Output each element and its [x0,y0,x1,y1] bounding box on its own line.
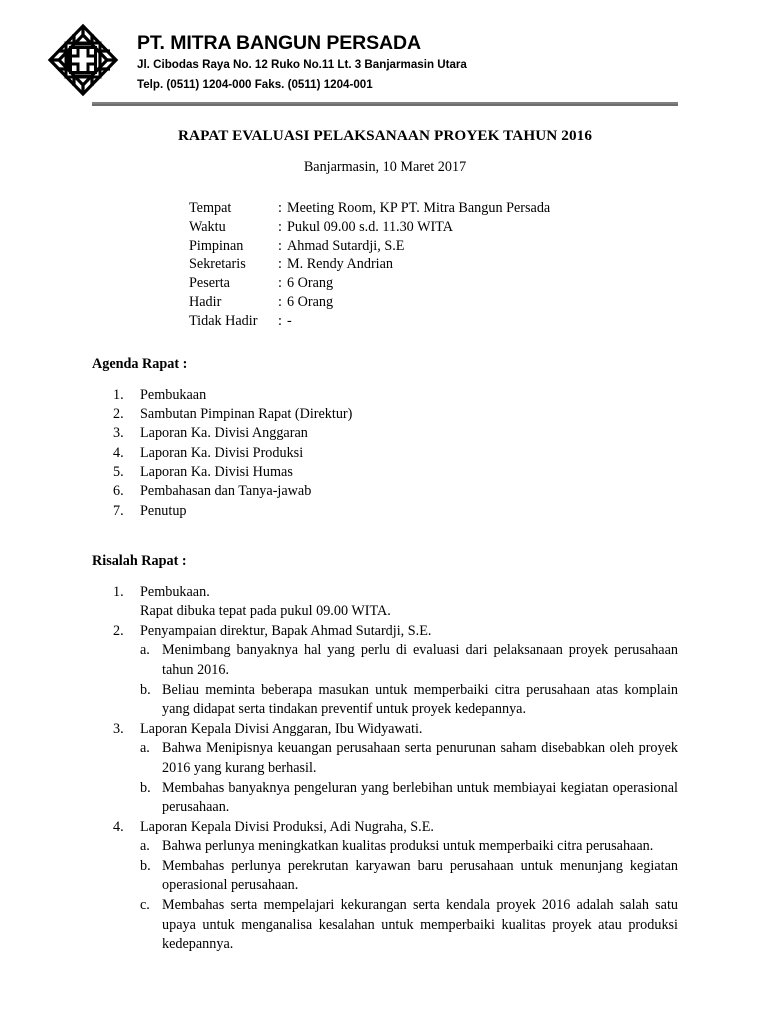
agenda-heading: Agenda Rapat : [92,355,188,372]
meeting-detail-separator: : [278,256,282,273]
agenda-item [92,502,678,521]
risalah-item [92,583,678,622]
company-name: PT. MITRA BANGUN PERSADA [137,32,421,54]
risalah-subitem [140,857,678,896]
agenda-item [92,463,678,482]
meeting-detail-row [189,255,550,274]
risalah-item-label: Pembukaan. [140,583,210,600]
risalah-item-marker: 4. [113,818,124,835]
risalah-item [92,622,678,720]
agenda-item-label: Laporan Ka. Divisi Anggaran [140,425,308,442]
risalah-subitem-label: Bahwa Menipisnya keuangan perusahaan serta penurunan saham disebabkan oleh proyek 2016 yang kurang berhasil. [162,740,678,776]
company-identity [137,32,677,94]
risalah-subitem-marker: a. [140,642,150,659]
meeting-detail-label: Peserta [189,275,230,292]
risalah-subitem-label: Menimbang banyaknya hal yang perlu di evaluasi dari pelaksanaan proyek perusahaan tahun 2016. [162,642,678,678]
meeting-detail-label: Hadir [189,294,222,311]
meeting-detail-value: Ahmad Sutardji, S.E [287,237,405,254]
meeting-detail-row [189,312,550,331]
risalah-item-marker: 3. [113,720,124,737]
risalah-item-marker: 1. [113,583,124,600]
letterhead-divider [92,102,678,106]
meeting-detail-label: Sekretaris [189,256,246,273]
agenda-list [92,386,678,521]
agenda-item [92,424,678,443]
risalah-subitem-label: Beliau meminta beberapa masukan untuk memperbaiki citra perusahaan atas komplain yang didapat serta tindakan preventif untuk proyek kedepannya. [162,681,678,718]
company-address: Jl. Cibodas Raya No. 12 Ruko No.11 Lt. 3 Banjarmasin Utara [137,58,467,72]
document-title: RAPAT EVALUASI PELAKSANAAN PROYEK TAHUN 2016 [177,127,593,144]
meeting-detail-value: Pukul 09.00 s.d. 11.30 WITA [287,218,453,235]
risalah-subitem-marker: b. [140,857,151,874]
agenda-item-marker: 3. [113,425,124,442]
agenda-item [92,482,678,501]
agenda-item-marker: 7. [113,502,124,519]
risalah-subitem [140,837,678,857]
meeting-details-table [189,199,550,331]
risalah-subitem-list [140,739,678,817]
meeting-detail-value: 6 Orang [287,275,334,292]
risalah-subitem-marker: a. [140,740,150,757]
agenda-item-label: Laporan Ka. Divisi Produksi [140,444,304,461]
risalah-subitem-label: Membahas serta mempelajari kekurangan serta kendala proyek 2016 adalah salah satu upaya untuk menganalisa kesalahan untuk memperbaiki kualitas proyek atau produksi kedepannya. [162,897,678,953]
risalah-subitem-list [140,837,678,955]
risalah-subitem [140,641,678,680]
risalah-list [92,583,678,955]
meeting-detail-separator: : [278,294,282,311]
agenda-item-label: Penutup [140,502,187,519]
agenda-item-marker: 6. [113,483,124,500]
meeting-detail-row [189,293,550,312]
agenda-item-marker: 2. [113,405,124,422]
risalah-item-note: Rapat dibuka tepat pada pukul 09.00 WITA. [140,603,391,620]
company-diamond-logo-icon [46,22,120,98]
agenda-item-label: Pembukaan [140,386,207,403]
meeting-detail-separator: : [278,313,282,330]
meeting-detail-value: 6 Orang [287,294,334,311]
risalah-item-label: Laporan Kepala Divisi Produksi, Adi Nugraha, S.E. [140,818,434,835]
risalah-subitem-list [140,641,678,719]
document-place-date: Banjarmasin, 10 Maret 2017 [303,159,467,176]
risalah-item-label: Penyampaian direktur, Bapak Ahmad Sutardji, S.E. [140,622,432,639]
meeting-detail-label: Pimpinan [189,237,244,254]
risalah-subitem-marker: a. [140,838,150,855]
risalah-subitem-marker: b. [140,681,151,698]
agenda-item [92,386,678,405]
agenda-item-marker: 5. [113,463,124,480]
meeting-detail-row [189,218,550,237]
risalah-subitem [140,681,678,720]
letterhead [0,0,768,100]
agenda-item-label: Sambutan Pimpinan Rapat (Direktur) [140,405,353,422]
meeting-detail-value: M. Rendy Andrian [287,256,394,273]
risalah-item [92,818,678,955]
agenda-item [92,405,678,424]
company-contact: Telp. (0511) 1204-000 Faks. (0511) 1204-001 [137,78,373,92]
meeting-detail-row [189,274,550,293]
agenda-item-marker: 4. [113,444,124,461]
risalah-item-label: Laporan Kepala Divisi Anggaran, Ibu Widyawati. [140,720,423,737]
agenda-item-label: Pembahasan dan Tanya-jawab [140,483,312,500]
risalah-subitem-label: Membahas perlunya perekrutan karyawan baru perusahaan untuk menunjang kegiatan operasional perusahaan. [162,857,678,894]
risalah-subitem [140,779,678,818]
meeting-detail-value: Meeting Room, KP PT. Mitra Bangun Persada [287,199,551,216]
risalah-subitem [140,739,678,778]
agenda-item [92,444,678,463]
risalah-item [92,720,678,818]
meeting-detail-separator: : [278,275,282,292]
risalah-subitem [140,896,678,955]
meeting-detail-label: Tidak Hadir [189,313,258,330]
meeting-detail-label: Tempat [189,199,232,216]
meeting-detail-label: Waktu [189,218,226,235]
meeting-detail-row [189,199,550,218]
meeting-detail-separator: : [278,218,282,235]
risalah-subitem-label: Membahas banyaknya pengeluran yang berlebihan untuk membiayai kegiatan operasional perusahaan. [162,779,678,816]
risalah-subitem-label: Bahwa perlunya meningkatkan kualitas produksi untuk memperbaiki citra perusahaan. [162,838,654,855]
agenda-item-marker: 1. [113,386,124,403]
document-body [92,126,678,955]
risalah-item-marker: 2. [113,622,124,639]
agenda-item-label: Laporan Ka. Divisi Humas [140,463,293,480]
risalah-heading: Risalah Rapat : [92,552,187,569]
meeting-detail-separator: : [278,237,282,254]
risalah-subitem-marker: b. [140,779,151,796]
meeting-detail-row [189,237,550,256]
meeting-detail-value: - [287,313,292,330]
risalah-subitem-marker: c. [140,897,150,914]
meeting-detail-separator: : [278,199,282,216]
